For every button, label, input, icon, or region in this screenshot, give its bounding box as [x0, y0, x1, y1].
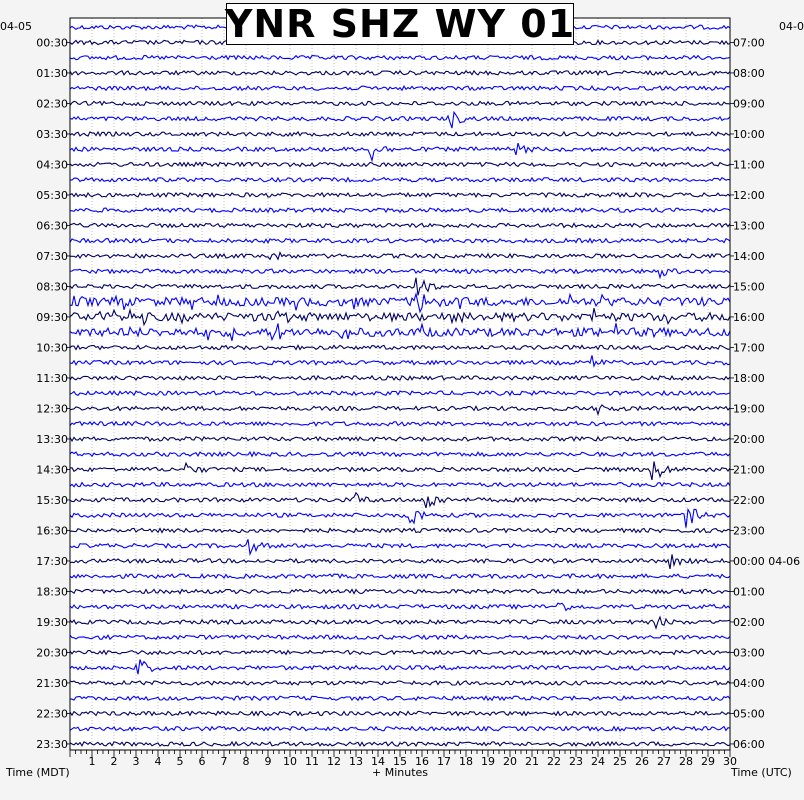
x-tick-label: 20	[503, 755, 517, 768]
left-time-label: 14:30	[36, 463, 68, 477]
right-time-label: 12:00	[733, 188, 765, 202]
left-time-label: 04:30	[36, 158, 68, 172]
right-time-label: 06:00	[733, 737, 765, 751]
right-time-label: 23:00	[733, 524, 765, 538]
x-tick-label: 11	[305, 755, 319, 768]
x-tick-label: 2	[110, 755, 118, 768]
right-time-label: 09:00	[733, 97, 765, 111]
right-time-label: 14:00	[733, 249, 765, 263]
right-time-label: 22:00	[733, 493, 765, 507]
left-time-label: 12:30	[36, 402, 68, 416]
left-time-label: 22:30	[36, 707, 68, 721]
x-tick-label: 18	[459, 755, 473, 768]
left-time-label: 07:30	[36, 249, 68, 263]
x-tick-label: 19	[481, 755, 495, 768]
right-time-label: 13:00	[733, 219, 765, 233]
x-tick-label: 13	[349, 755, 363, 768]
right-time-label: 03:00	[733, 646, 765, 660]
x-tick-label: 27	[657, 755, 671, 768]
right-axis-label: Time (UTC)	[731, 766, 792, 779]
right-time-label: 21:00	[733, 463, 765, 477]
right-time-label: 18:00	[733, 371, 765, 385]
left-time-label: 21:30	[36, 676, 68, 690]
x-tick-label: 29	[701, 755, 715, 768]
right-time-label: 02:00	[733, 615, 765, 629]
x-tick-label: 4	[154, 755, 162, 768]
x-tick-label: 22	[547, 755, 561, 768]
left-time-label: 17:30	[36, 554, 68, 568]
x-tick-label: 25	[613, 755, 627, 768]
x-tick-label: 8	[242, 755, 250, 768]
left-time-label: 08:30	[36, 280, 68, 294]
x-tick-label: 24	[591, 755, 605, 768]
x-tick-label: 15	[393, 755, 407, 768]
left-time-label: 11:30	[36, 371, 68, 385]
right-time-label: 08:00	[733, 66, 765, 80]
right-time-label: 05:00	[733, 707, 765, 721]
left-time-label: 16:30	[36, 524, 68, 538]
x-tick-label: 5	[176, 755, 184, 768]
x-tick-label: 3	[132, 755, 140, 768]
right-time-label: 04:00	[733, 676, 765, 690]
x-tick-label: 23	[569, 755, 583, 768]
chart-title: YNR SHZ WY 01	[224, 2, 576, 46]
left-time-label: 00:30	[36, 36, 68, 50]
x-tick-label: 1	[88, 755, 96, 768]
left-time-label: 20:30	[36, 646, 68, 660]
x-tick-label: 7	[220, 755, 228, 768]
x-axis-label: + Minutes	[372, 766, 429, 779]
right-time-label: 11:00	[733, 158, 765, 172]
right-date-label: 04-0	[779, 20, 804, 33]
x-tick-label: 26	[635, 755, 649, 768]
x-tick-label: 21	[525, 755, 539, 768]
left-axis-label: Time (MDT)	[6, 766, 70, 779]
x-tick-label: 9	[264, 755, 272, 768]
right-time-label: 17:00	[733, 341, 765, 355]
left-time-label: 18:30	[36, 585, 68, 599]
left-time-label: 06:30	[36, 219, 68, 233]
x-tick-label: 17	[437, 755, 451, 768]
right-time-label: 10:00	[733, 127, 765, 141]
left-time-label: 15:30	[36, 493, 68, 507]
left-time-label: 05:30	[36, 188, 68, 202]
right-time-label: 16:00	[733, 310, 765, 324]
x-tick-label: 28	[679, 755, 693, 768]
right-time-label: 20:00	[733, 432, 765, 446]
left-time-label: 23:30	[36, 737, 68, 751]
left-time-label: 01:30	[36, 66, 68, 80]
left-time-label: 13:30	[36, 432, 68, 446]
right-time-label: 07:00	[733, 36, 765, 50]
x-tick-label: 30	[723, 755, 737, 768]
x-tick-label: 16	[415, 755, 429, 768]
x-tick-label: 14	[371, 755, 385, 768]
right-time-label: 00:00 04-06	[733, 554, 801, 568]
x-tick-label: 10	[283, 755, 297, 768]
left-date-label: 04-05	[0, 20, 32, 33]
right-time-label: 15:00	[733, 280, 765, 294]
right-time-label: 01:00	[733, 585, 765, 599]
left-time-label: 02:30	[36, 97, 68, 111]
x-tick-label: 12	[327, 755, 341, 768]
x-tick-label: 6	[198, 755, 206, 768]
left-time-label: 19:30	[36, 615, 68, 629]
left-time-label: 03:30	[36, 127, 68, 141]
right-time-label: 19:00	[733, 402, 765, 416]
left-time-label: 09:30	[36, 310, 68, 324]
left-time-label: 10:30	[36, 341, 68, 355]
